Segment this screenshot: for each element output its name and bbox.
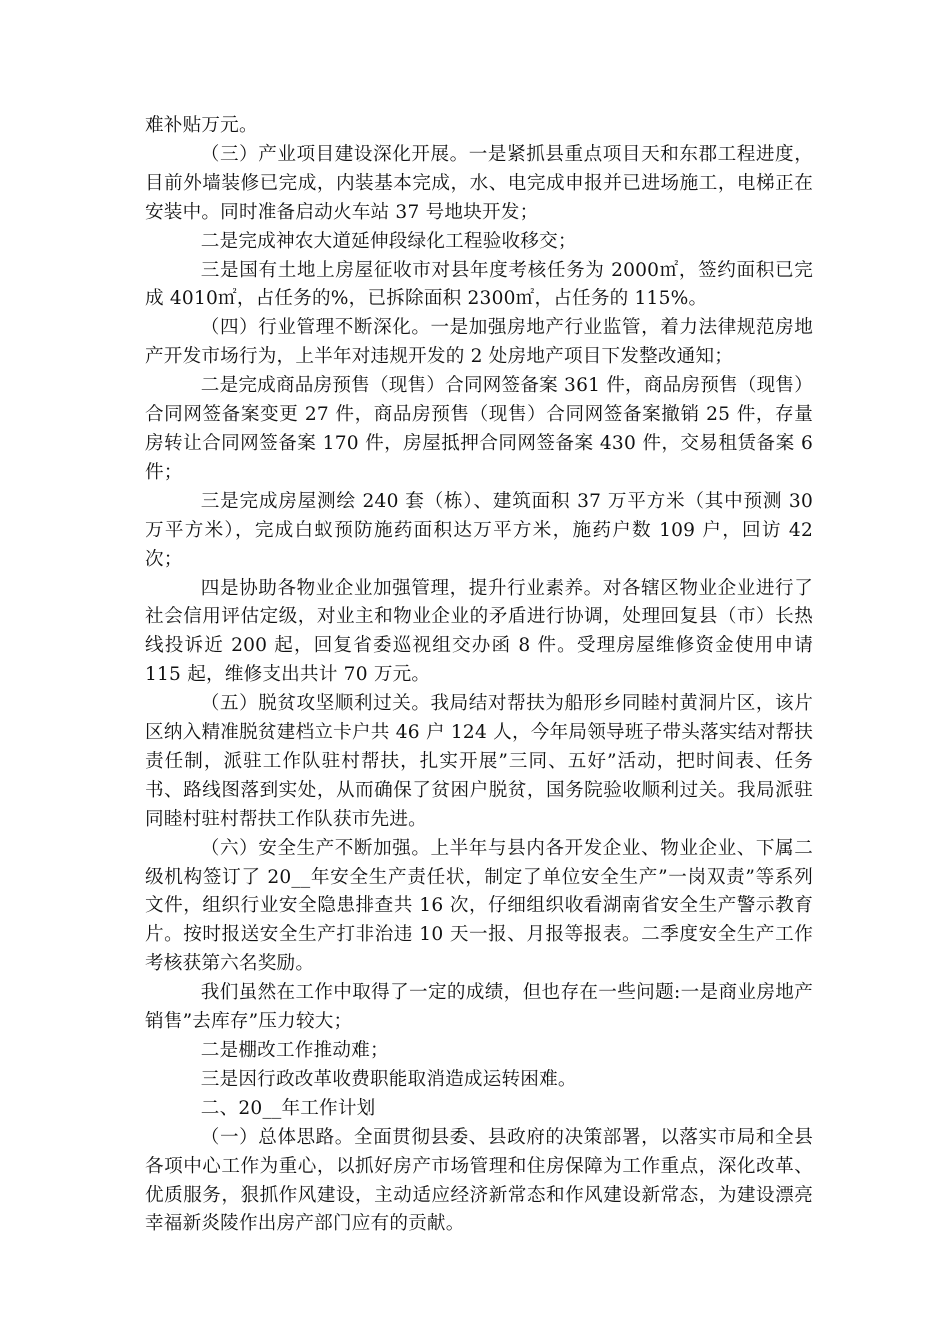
paragraph-3: 三是国有土地上房屋征收市对县年度考核任务为 2000㎡，签约面积已完成 4010㎡，占任务的%，已拆除面积 2300㎡，占任务的 115%。: [145, 259, 813, 310]
paragraph-8: （五）脱贫攻坚顺利过关。我局结对帮扶为船形乡同睦村黄洞片区，该片区纳入精准脱贫建档立卡户共 46 户 124 人，今年局领导班子带头落实结对帮扶责任制，派驻工作队驻村帮扶，扎实开展”三同、五好”活动，把时间表、任务书、路线图落到实处，从而确保了贫困户脱贫，国务院验收顺利过关。我局派驻同睦村驻村帮扶工作队获市先进。: [145, 693, 813, 830]
paragraph-10: 我们虽然在工作中取得了一定的成绩，但也存在一些问题:一是商业房地产销售”去库存”压力较大；: [145, 982, 813, 1033]
paragraph-4: （四）行业管理不断深化。一是加强房地产行业监管，着力法律规范房地产开发市场行为，上半年对违规开发的 2 处房地产项目下发整改通知；: [145, 317, 813, 368]
paragraph-9: （六）安全生产不断加强。上半年与县内各开发企业、物业企业、下属二级机构签订了 20__年安全生产责任状，制定了单位安全生产”一岗双责”等系列文件，组织行业安全隐患排查共 16 次，仔细组织收看湖南省安全生产警示教育片。按时报送安全生产打非治违 10 天一报、月报等报表。二季度安全生产工作考核获第六名奖励。: [145, 837, 813, 975]
paragraph-0: 难补贴万元。: [145, 115, 258, 136]
paragraph-5: 二是完成商品房预售（现售）合同网签备案 361 件，商品房预售（现售）合同网签备案变更 27 件，商品房预售（现售）合同网签备案撤销 25 件，存量房转让合同网签备案 170 件，房屋抵押合同网签备案 430 件，交易租赁备案 6 件；: [145, 375, 813, 483]
paragraph-6: 三是完成房屋测绘 240 套（栋）、建筑面积 37 万平方米（其中预测 30 万平方米），完成白蚁预防施药面积达万平方米，施药户数 109 户，回访 42 次；: [145, 490, 813, 570]
section-heading: 二、20__年工作计划: [200, 1097, 376, 1119]
paragraph-7: 四是协助各物业企业加强管理，提升行业素养。对各辖区物业企业进行了社会信用评估定级，对业主和物业企业的矛盾进行协调，处理回复县（市）长热线投诉近 200 起，回复省委巡视组交办函 8 件。受理房屋维修资金使用申请 115 起，维修支出共计 70 万元。: [145, 577, 813, 686]
document-page: [145, 112, 813, 1239]
paragraph-11: 二是棚改工作推动难；: [200, 1040, 389, 1061]
paragraph-14: （一）总体思路。全面贯彻县委、县政府的决策部署，以落实市局和全县各项中心工作为重心，以抓好房产市场管理和住房保障为工作重点，深化改革、优质服务，狠抓作风建设，主动适应经济新常态和作风建设新常态，为建设漂亮幸福新炎陵作出房产部门应有的贡献。: [145, 1126, 813, 1235]
paragraph-2: 二是完成神农大道延伸段绿化工程验收移交；: [200, 230, 577, 252]
paragraph-1: （三）产业项目建设深化开展。一是紧抓县重点项目天和东郡工程进度，目前外墙装修已完成，内装基本完成，水、电完成申报并已进场施工，电梯正在安装中。同时准备启动火车站 37 号地块开发；: [145, 143, 813, 223]
paragraph-12: 三是因行政改革收费职能取消造成运转困难。: [200, 1068, 577, 1090]
